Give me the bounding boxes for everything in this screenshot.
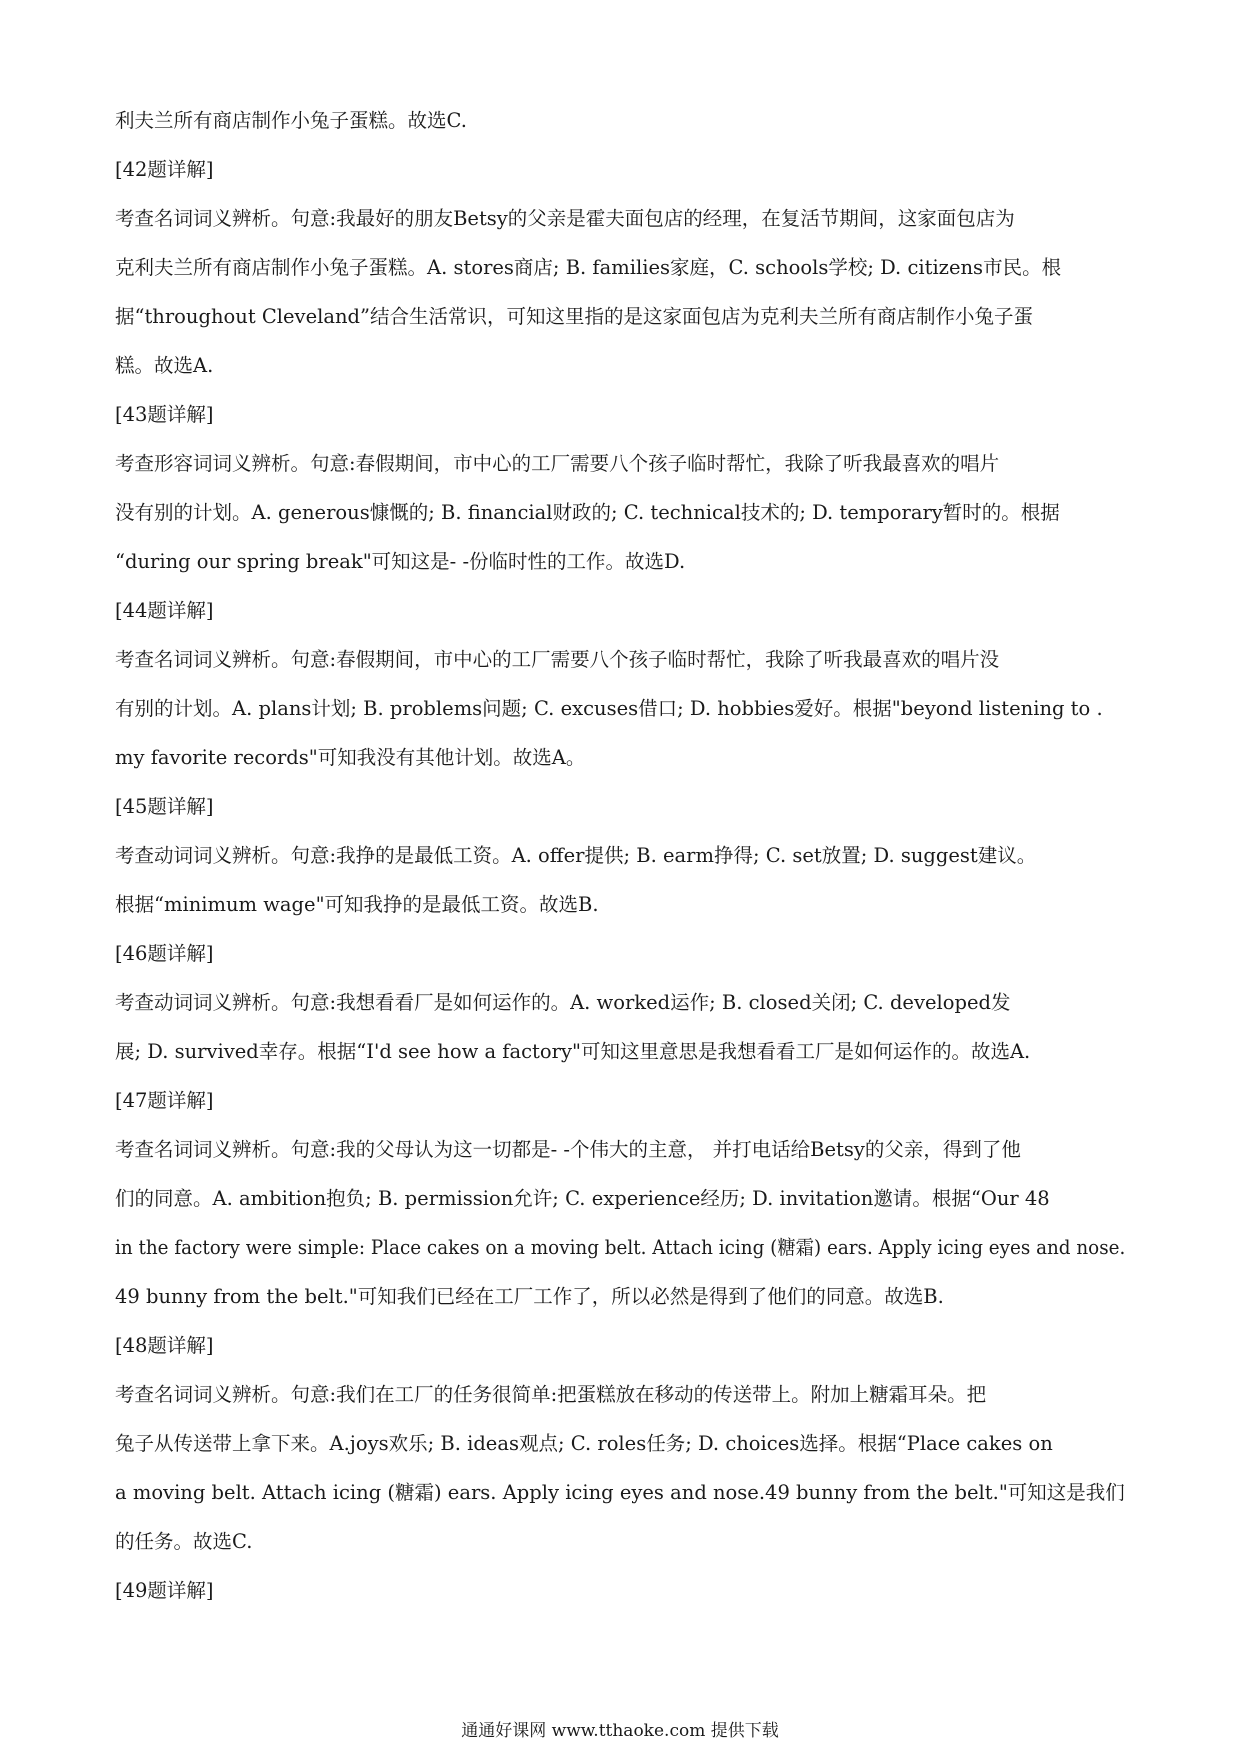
text-line: “during our spring break"可知这是- -份临时性的工作。故选D.: [115, 550, 686, 573]
section-heading-45: [45题详解]: [115, 795, 214, 818]
text-line: 49 bunny from the belt."可知我们已经在工厂工作了，所以必然是得到了他们的同意。故选B.: [115, 1285, 944, 1308]
text-line: 考查名词词义辨析。句意:我的父母认为这一切都是- -个伟大的主意， 并打电话给Betsy的父亲，得到了他: [115, 1138, 1021, 1161]
text-line: 没有别的计划。A. generous慷慨的; B. financial财政的; C. technical技术的; D. temporary暂时的。根据: [115, 501, 1060, 524]
text-line: 克利夫兰所有商店制作小兔子蛋糕。A. stores商店; B. families家庭，C. schools学校; D. citizens市民。根: [115, 256, 1062, 279]
text-line: 们的同意。A. ambition抱负; B. permission允许; C. experience经历; D. invitation邀请。根据“Our 48: [115, 1187, 1050, 1210]
page-footer: 通通好课网 www.tthaoke.com 提供下载: [461, 1721, 779, 1741]
text-line: my favorite records"可知我没有其他计划。故选A。: [115, 746, 586, 769]
text-line: 考查名词词义辨析。句意:我们在工厂的任务很简单:把蛋糕放在移动的传送带上。附加上糖霜耳朵。把: [115, 1383, 987, 1406]
section-heading-47: [47题详解]: [115, 1089, 214, 1112]
text-line: 考查名词词义辨析。句意:春假期间，市中心的工厂需要八个孩子临时帮忙，我除了听我最喜欢的唱片没: [115, 648, 1000, 671]
text-line: a moving belt. Attach icing (糖霜) ears. Apply icing eyes and nose.49 bunny from the belt."可知这是我们: [115, 1481, 1125, 1504]
text-line: 展; D. survived幸存。根据“I'd see how a factory"可知这里意思是我想看看工厂是如何运作的。故选A.: [115, 1040, 1031, 1063]
section-heading-42: [42题详解]: [115, 158, 214, 181]
text-line: 考查形容词词义辨析。句意:春假期间，市中心的工厂需要八个孩子临时帮忙，我除了听我最喜欢的唱片: [115, 452, 1000, 475]
text-line: 兔子从传送带上拿下来。A.joys欢乐; B. ideas观点; C. roles任务; D. choices选择。根据“Place cakes on: [115, 1432, 1053, 1455]
text-line: 糕。故选A.: [115, 354, 214, 377]
text-line: 的任务。故选C.: [115, 1530, 253, 1553]
section-heading-48: [48题详解]: [115, 1334, 214, 1357]
section-heading-43: [43题详解]: [115, 403, 214, 426]
section-heading-49: [49题详解]: [115, 1579, 214, 1602]
section-heading-44: [44题详解]: [115, 599, 214, 622]
text-line: 考查动词词义辨析。句意:我挣的是最低工资。A. offer提供; B. earm挣得; C. set放置; D. suggest建议。: [115, 844, 1037, 867]
text-line: 根据“minimum wage"可知我挣的是最低工资。故选B.: [115, 893, 599, 916]
document-body: [115, 96, 1125, 1615]
text-line: 考查名词词义辨析。句意:我最好的朋友Betsy的父亲是霍夫面包店的经理，在复活节期间，这家面包店为: [115, 207, 1015, 230]
text-line: 考查动词词义辨析。句意:我想看看厂是如何运作的。A. worked运作; B. closed关闭; C. developed发: [115, 991, 1011, 1014]
text-line: 利夫兰所有商店制作小兔子蛋糕。故选C.: [115, 109, 467, 132]
text-line: 据“throughout Cleveland”结合生活常识，可知这里指的是这家面包店为克利夫兰所有商店制作小兔子蛋: [115, 305, 1033, 328]
section-heading-46: [46题详解]: [115, 942, 214, 965]
text-line: in the factory were simple: Place cakes on a moving belt. Attach icing (糖霜) ears. Apply icing eyes and nose.: [115, 1236, 1126, 1259]
text-line: 有别的计划。A. plans计划; B. problems问题; C. excuses借口; D. hobbies爱好。根据"beyond listening to .: [115, 697, 1103, 720]
